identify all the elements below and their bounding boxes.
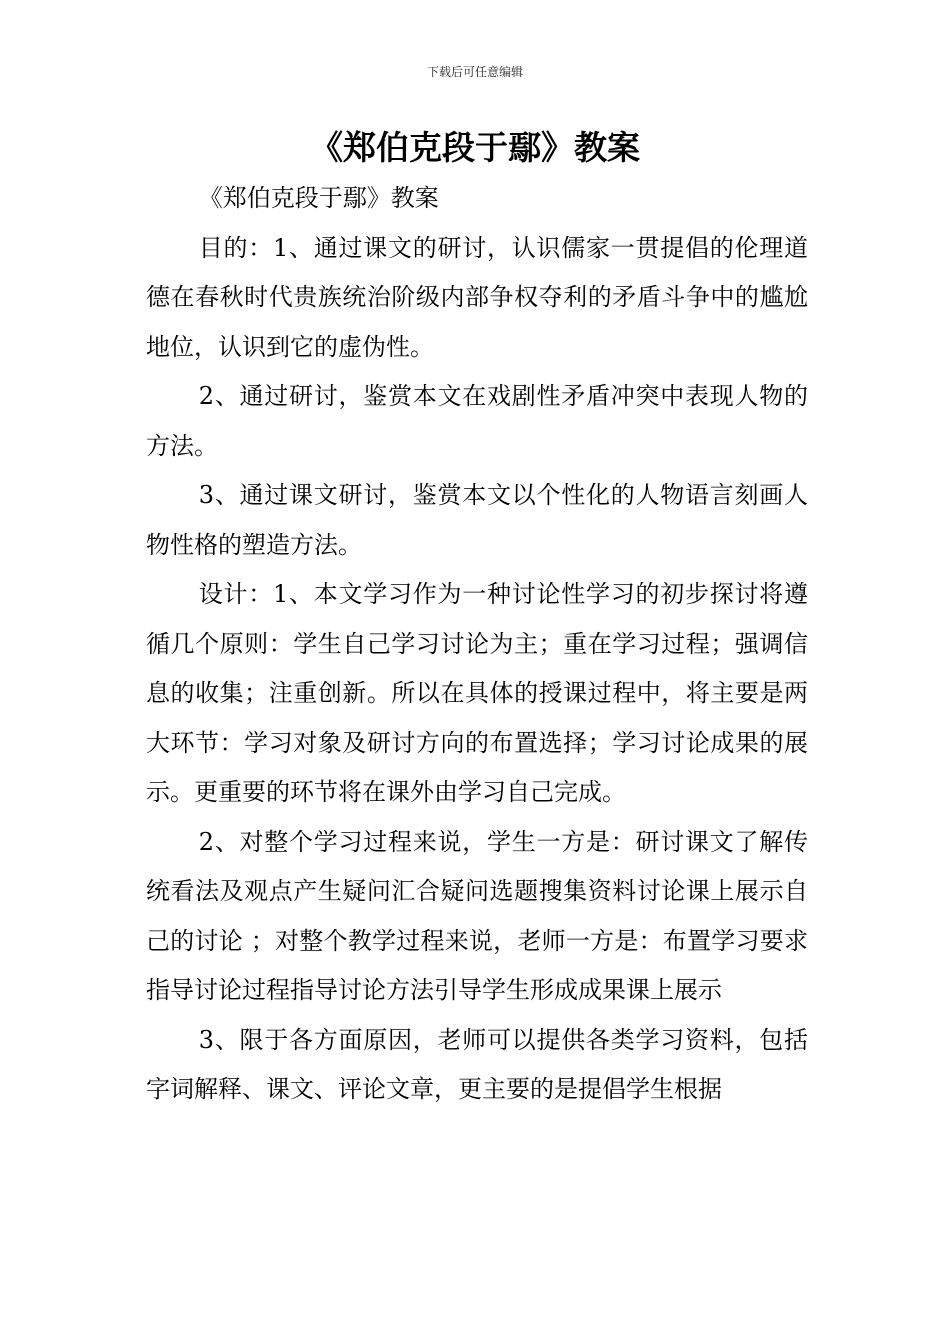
paragraph-objective-2: 2、通过研讨，鉴赏本文在戏剧性矛盾冲突中表现人物的方法。	[146, 382, 808, 460]
document-body	[146, 174, 808, 1115]
paragraph-objective-1: 目的：1、通过课文的研讨，认识儒家一贯提倡的伦理道德在春秋时代贵族统治阶级内部争权夺利的矛盾斗争中的尴尬地位，认识到它的虚伪性。	[146, 233, 808, 361]
document-title: 《郑伯克段于鄢》教案	[310, 128, 640, 167]
paragraph-design-1: 设计：1、本文学习作为一种讨论性学习的初步探讨将遵循几个原则：学生自己学习讨论为主；重在学习过程；强调信息的收集；注重创新。所以在具体的授课过程中，将主要是两大环节：学习对象及研讨方向的布置选择；学习讨论成果的展示。更重要的环节将在课外由学习自己完成。	[146, 580, 808, 806]
paragraph-objective-3: 3、通过课文研讨，鉴赏本文以个性化的人物语言刻画人物性格的塑造方法。	[146, 481, 808, 559]
page-header-note: 下载后可任意编辑	[426, 65, 523, 79]
paragraph-subtitle: 《郑伯克段于鄢》教案	[198, 184, 439, 212]
paragraph-design-2: 2、对整个学习过程来说，学生一方是：研讨课文了解传统看法及观点产生疑问汇合疑问选题搜集资料讨论课上展示自己的讨论 ；对整个教学过程来说，老师一方是：布置学习要求指导讨论过程指导讨论方法引导学生形成成果课上展示	[146, 827, 808, 1004]
paragraph-design-3: 3、限于各方面原因，老师可以提供各类学习资料，包括字词解释、课文、评论文章，更主要的是提倡学生根据	[146, 1025, 808, 1103]
